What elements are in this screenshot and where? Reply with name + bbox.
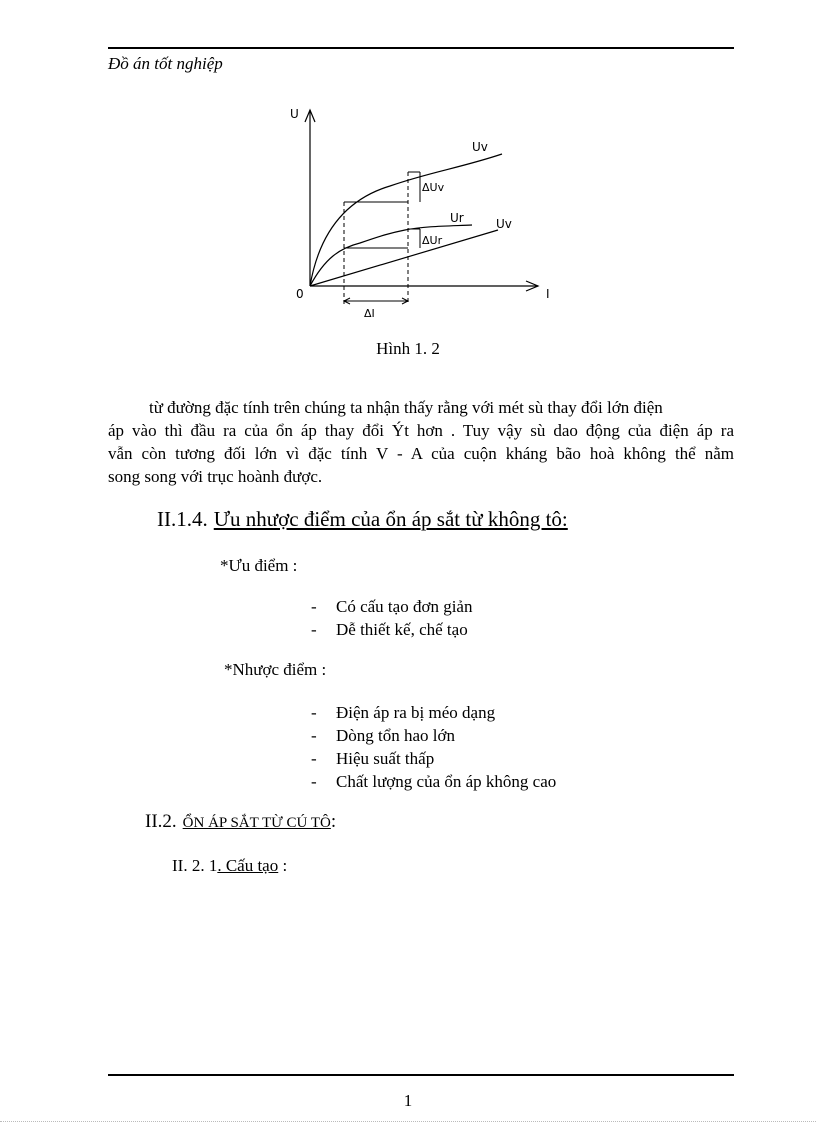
voltage-current-figure — [280, 98, 570, 333]
section-number: II.1.4. — [157, 507, 208, 531]
advantages-title: *Ưu điểm : — [220, 556, 298, 575]
advantages-list — [311, 595, 472, 641]
header-title: Đồ án tốt nghiệp — [108, 54, 223, 73]
body-paragraph — [108, 396, 734, 488]
list-item: - Dễ thiết kế, chế tạo — [311, 620, 468, 639]
disadvantages-title: *Nhược điểm : — [224, 660, 327, 679]
section-heading-ii14 — [157, 507, 568, 532]
bullet-marker: - — [311, 703, 317, 722]
figure-caption: Hình 1. 2 — [376, 339, 440, 358]
uv-curve-label: Uv — [472, 140, 488, 154]
header-rule — [108, 47, 734, 49]
footer-rule — [108, 1074, 734, 1076]
bullet-marker: - — [311, 597, 317, 616]
paragraph-line: từ đường đặc tính trên chúng ta nhận thấy rằng với mét sù thay đổi lớn điện — [149, 398, 663, 417]
section-heading-ii21 — [172, 856, 287, 876]
ur-curve — [310, 225, 472, 286]
delta-i-label: ΔI — [364, 307, 375, 320]
section-suffix: : — [278, 856, 288, 875]
disadvantages-list — [311, 701, 556, 793]
delta-uv-label: ΔUv — [422, 181, 445, 194]
i-axis-label: I — [546, 287, 550, 301]
uv-curve — [310, 154, 502, 286]
section-title: ỔN ÁP SẮT TỪ CÚ TÔ — [182, 815, 331, 831]
paragraph-line: áp vào thì đầu ra của ổn áp thay đổi Ýt hơn . Tuy vậy sù dao động của điện áp ra — [108, 421, 734, 440]
origin-label: 0 — [296, 287, 304, 301]
list-item: - Dòng tổn hao lớn — [311, 726, 456, 745]
section-title: . Cấu tạo — [217, 856, 279, 875]
bullet-marker: - — [311, 749, 317, 768]
bullet-marker: - — [311, 726, 317, 745]
paragraph-line: song song với trục hoành được. — [108, 467, 323, 486]
section-title: Ưu nhược điểm của ổn áp sắt từ không tô: — [213, 507, 568, 531]
section-heading-ii2 — [145, 811, 336, 833]
bullet-marker: - — [311, 772, 317, 791]
list-item: - Chất lượng của ổn áp không cao — [311, 772, 557, 791]
uv-line-label: Uv — [496, 217, 512, 231]
bullet-marker: - — [311, 620, 317, 639]
delta-ur-label: ΔUr — [422, 234, 443, 247]
list-item: - Điện áp ra bị méo dạng — [311, 703, 496, 722]
section-number: II.2. — [145, 811, 177, 832]
paragraph-line: vẫn còn tương đối lớn vì đặc tính V - A của cuộn kháng bão hoà không thể nằm — [108, 444, 734, 463]
list-item: - Có cấu tạo đơn giản — [311, 597, 473, 616]
uv-line — [310, 230, 498, 286]
page-number: 1 — [403, 1091, 413, 1110]
section-number: II. 2. 1 — [172, 856, 218, 875]
list-item: - Hiệu suất thấp — [311, 749, 435, 768]
section-suffix: : — [330, 811, 337, 832]
u-axis-label: U — [290, 107, 299, 121]
ur-curve-label: Ur — [450, 211, 464, 225]
